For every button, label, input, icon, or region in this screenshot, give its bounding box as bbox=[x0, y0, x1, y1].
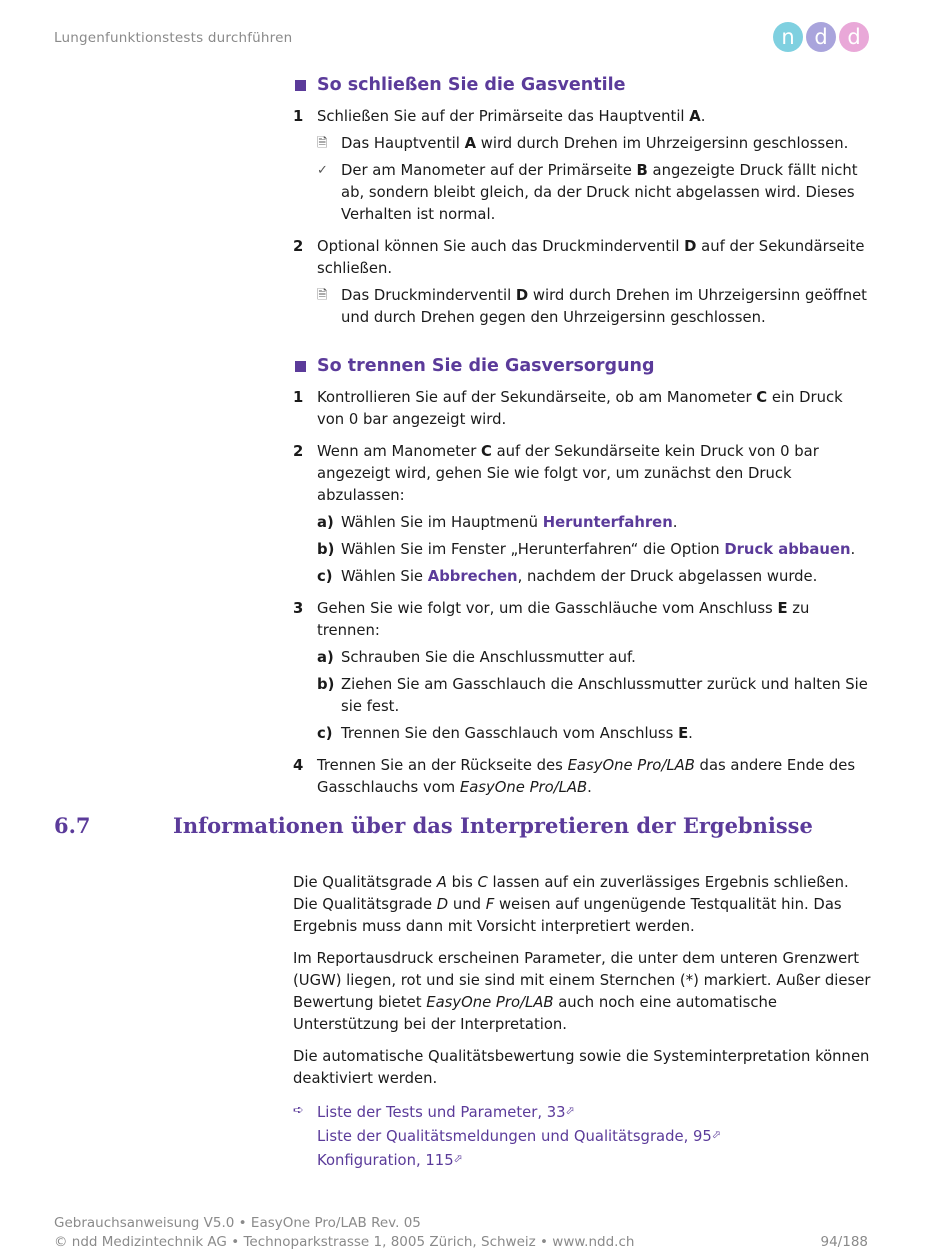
section-heading-disconnect-gas: So trennen Sie die Gasversorgung bbox=[293, 353, 871, 379]
substep-c: c) Wählen Sie Abbrechen, nachdem der Druck abgelassen wurde. bbox=[317, 568, 818, 585]
ui-label-druck-abbauen: Druck abbauen bbox=[724, 541, 851, 558]
logo-letter-d1: d bbox=[814, 25, 828, 49]
step-4: 4 Trennen Sie an der Rückseite des EasyOne Pro/LAB das andere Ende des Gasschlauchs vom EasyOne Pro/LAB. bbox=[293, 757, 856, 796]
step-result: ✓ Der am Manometer auf der Primärseite B angezeigte Druck fällt nicht ab, sondern bleibt gleich, da der Druck nicht abgelassen wird. Dieses Verhalten ist normal. bbox=[317, 162, 858, 223]
chapter-number: 6.7 bbox=[54, 813, 91, 838]
chapter-title: Informationen über das Interpretieren der Ergebnisse bbox=[173, 813, 813, 838]
section-heading-close-valves: So schließen Sie die Gasventile bbox=[293, 72, 871, 98]
substep-a: a) Schrauben Sie die Anschlussmutter auf. bbox=[317, 649, 636, 666]
ui-label-abbrechen: Abbrechen bbox=[427, 568, 518, 585]
logo-letter-d2: d bbox=[847, 25, 861, 49]
square-bullet-icon bbox=[295, 361, 306, 372]
instructions bbox=[293, 72, 871, 809]
step-2: 2 Optional können Sie auch das Druckminderventil D auf der Sekundärseite schließen. 🗎 Das Druckminderventil D wird durch Drehen im Uhrzeigersinn geöffnet und durch Drehen gegen den Uhrzeigersinn geschlossen. bbox=[293, 236, 871, 329]
substep-b: b) Ziehen Sie am Gasschlauch die Anschlussmutter zurück und halten Sie sie fest. bbox=[317, 676, 868, 715]
paragraph: Die automatische Qualitätsbewertung sowie die Systeminterpretation können deaktiviert werden. bbox=[293, 1048, 870, 1087]
footer-company: © ndd Medizintechnik AG • Technoparkstrasse 1, 8005 Zürich, Schweiz • www.ndd.ch bbox=[54, 1234, 635, 1250]
paragraph: Die Qualitätsgrade A bis C lassen auf ein zuverlässiges Ergebnis schließen. Die Qualitätsgrade D und F weisen auf ungenügende Testqualität hin. Das Ergebnis muss dann mit Vorsicht interpretiert werden. bbox=[293, 874, 849, 935]
cross-reference-links bbox=[293, 1100, 871, 1172]
step-1: 1 Schließen Sie auf der Primärseite das Hauptventil A. 🗎 Das Hauptventil A wird durch Drehen im Uhrzeigersinn geschlossen. ✓ Der am Manometer auf der Primärseite B angezeigte Druck fällt nicht ab, sondern bleibt gleich, da der Druck nicht abgelassen wird. Dieses Verhalten ist normal. bbox=[293, 106, 871, 226]
step-note: 🗎 Das Druckminderventil D wird durch Drehen im Uhrzeigersinn geöffnet und durch Drehen gegen den Uhrzeigersinn geschlossen. bbox=[317, 287, 867, 326]
external-link-icon: ⬀ bbox=[565, 1104, 575, 1117]
arrow-right-icon: ➪ bbox=[293, 1103, 304, 1118]
paragraph: Im Reportausdruck erscheinen Parameter, die unter dem unteren Grenzwert (UGW) liegen, rot und sie sind mit einem Sternchen (*) markiert. Außer dieser Bewertung bietet EasyOne Pro/LAB auch noch eine automatische Unterstützung bei der Interpretation. bbox=[293, 950, 871, 1033]
ndd-logo bbox=[772, 20, 872, 54]
ui-label-herunterfahren: Herunterfahren bbox=[542, 514, 673, 531]
chapter-body bbox=[293, 872, 871, 1172]
page-number: 94/188 bbox=[820, 1234, 868, 1250]
running-header: Lungenfunktionstests durchführen bbox=[54, 30, 293, 46]
document-icon: 🗎 bbox=[317, 136, 328, 151]
document-icon: 🗎 bbox=[317, 288, 328, 303]
external-link-icon: ⬀ bbox=[453, 1152, 463, 1165]
step-3: 3 Gehen Sie wie folgt vor, um die Gasschläuche vom Anschluss E zu trennen: a) Schrauben Sie die Anschlussmutter auf. b) Ziehen Sie am Gasschlauch die Anschlussmutter zurück und halten Sie sie fest. c) Trennen Sie den Gasschlauch vom Anschluss E. bbox=[293, 598, 871, 745]
link-quality-messages[interactable]: Liste der Qualitätsmeldungen und Qualitätsgrade, 95⬀ bbox=[317, 1128, 722, 1145]
external-link-icon: ⬀ bbox=[711, 1128, 722, 1141]
footer-manual: Gebrauchsanweisung V5.0 • EasyOne Pro/LAB Rev. 05 bbox=[54, 1215, 421, 1231]
substep-c: c) Trennen Sie den Gasschlauch vom Anschluss E. bbox=[317, 725, 693, 742]
checkmark-icon: ✓ bbox=[317, 163, 328, 178]
page-footer bbox=[54, 1214, 870, 1252]
square-bullet-icon bbox=[295, 80, 306, 91]
step-2: 2 Wenn am Manometer C auf der Sekundärseite kein Druck von 0 bar angezeigt wird, gehen Sie wie folgt vor, um zunächst den Druck abzulassen: a) Wählen Sie im Hauptmenü Herunterfahren. b) Wählen Sie im Fenster „Herunterfahren“ die Option Druck abbauen. c) Wählen Sie Abbrechen, nachdem der Druck abgelassen wurde. bbox=[293, 441, 871, 588]
step-note: 🗎 Das Hauptventil A wird durch Drehen im Uhrzeigersinn geschlossen. bbox=[317, 133, 871, 155]
substep-a: a) Wählen Sie im Hauptmenü Herunterfahren. bbox=[317, 514, 678, 531]
link-tests-parameters[interactable]: Liste der Tests und Parameter, 33⬀ bbox=[317, 1104, 575, 1121]
logo-letter-n: n bbox=[781, 25, 795, 49]
link-configuration[interactable]: Konfiguration, 115⬀ bbox=[317, 1152, 463, 1169]
substep-b: b) Wählen Sie im Fenster „Herunterfahren“ die Option Druck abbauen. bbox=[317, 541, 856, 558]
step-1: 1 Kontrollieren Sie auf der Sekundärseite, ob am Manometer C ein Druck von 0 bar angezeigt wird. bbox=[293, 389, 843, 428]
